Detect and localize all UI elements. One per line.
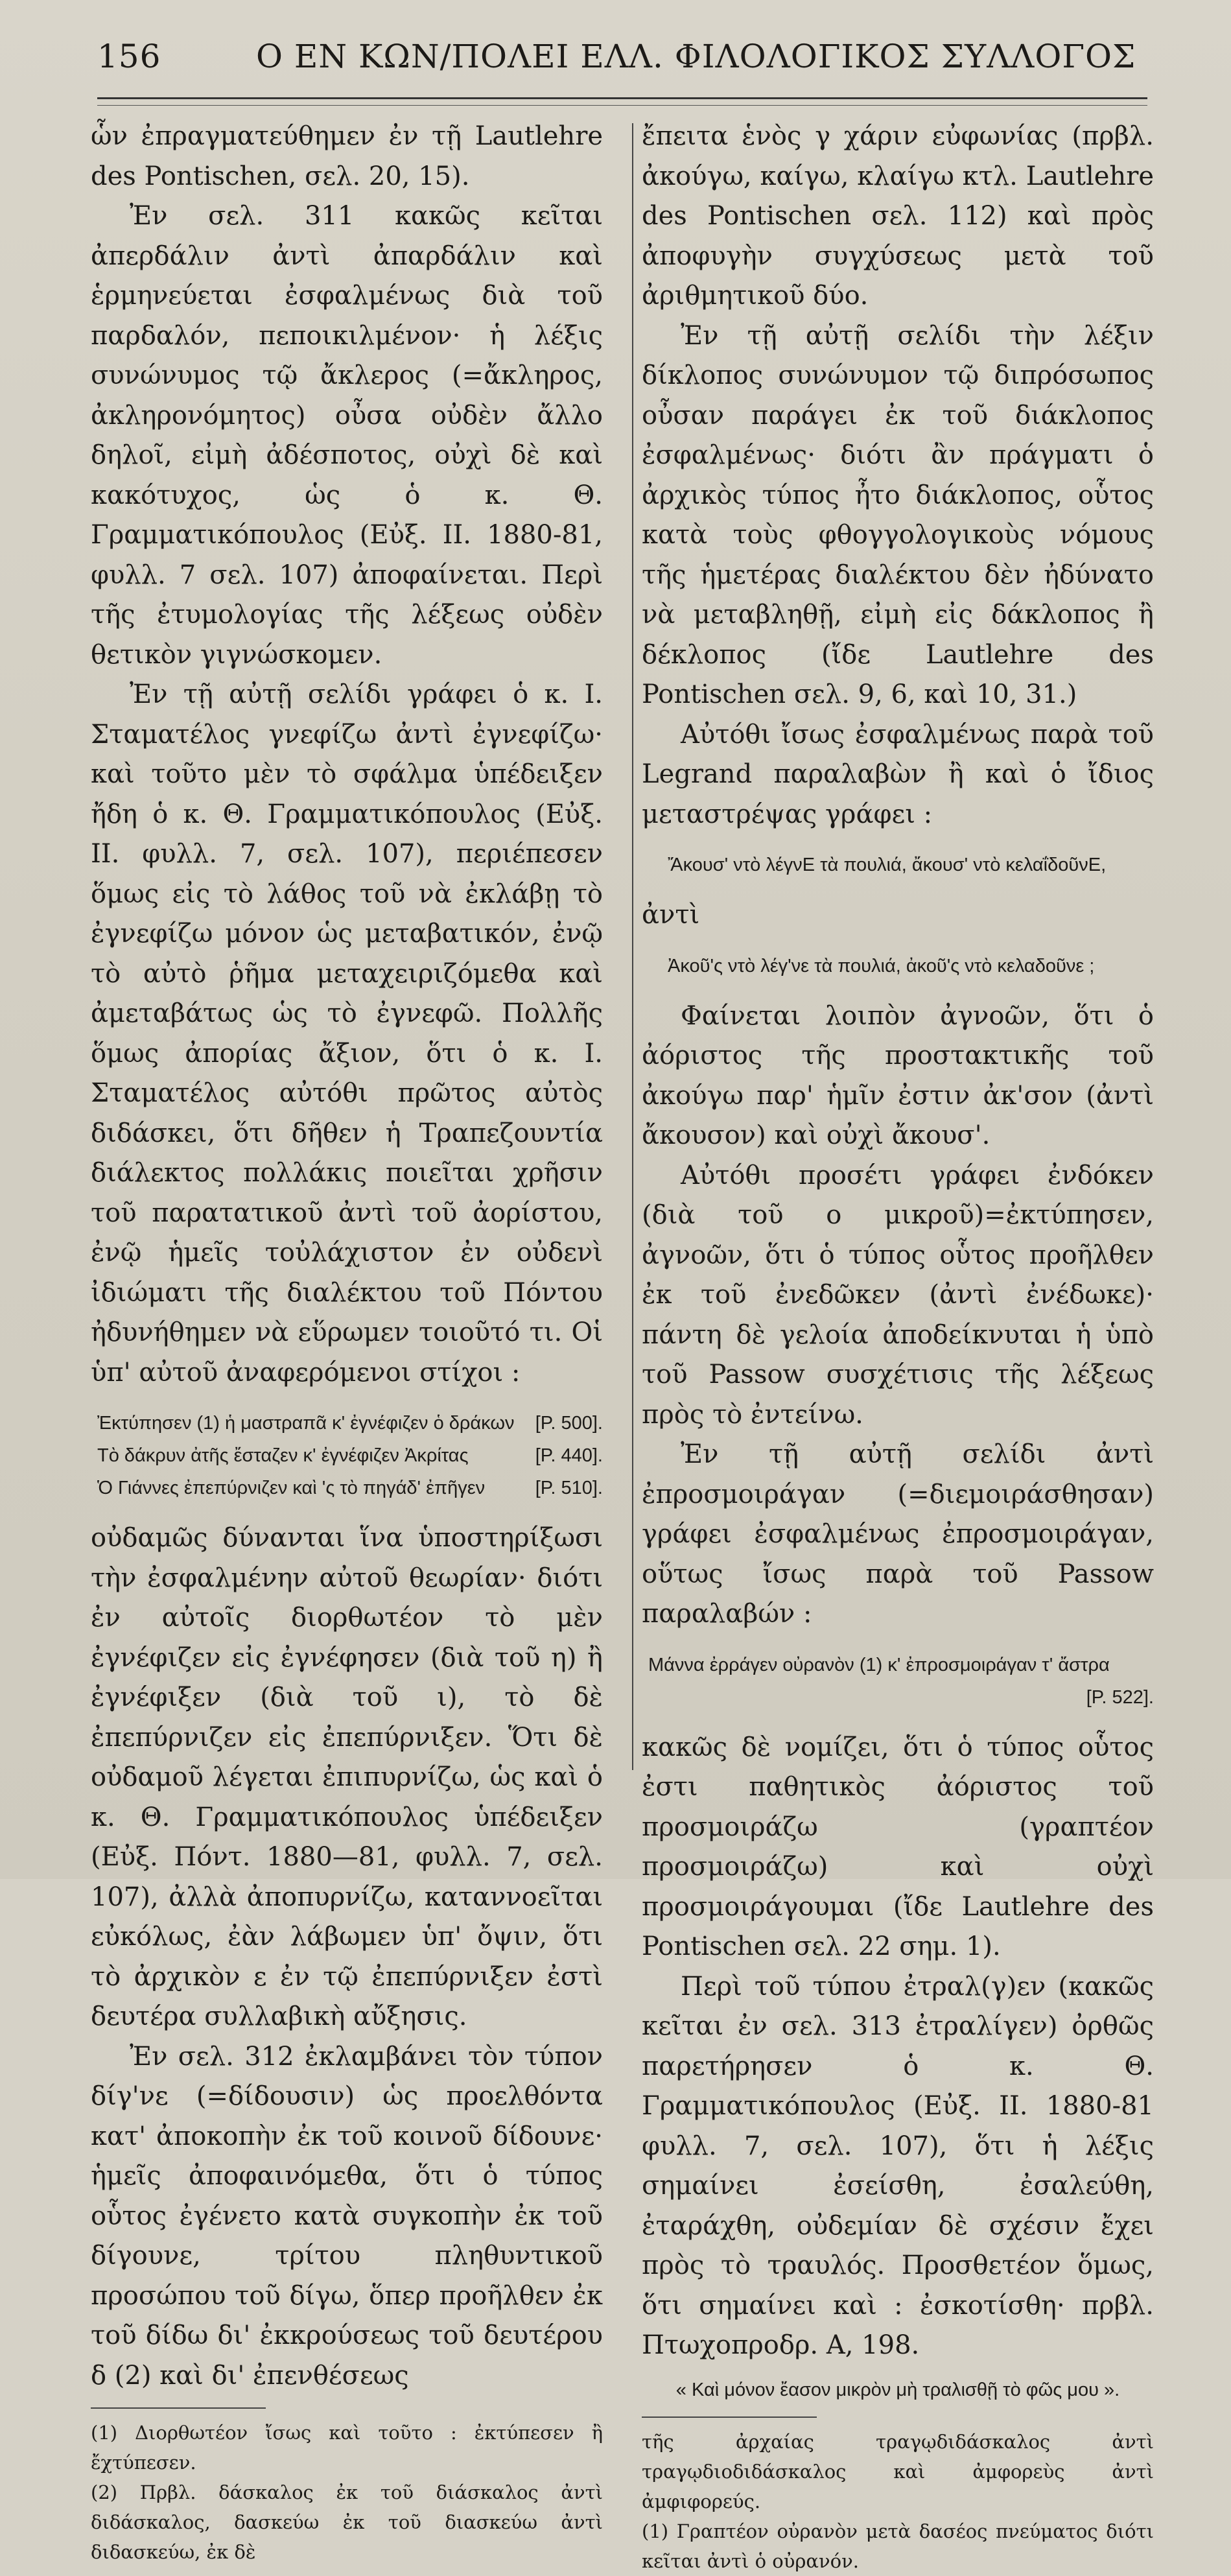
paragraph: Ἐν σελ. 311 κακῶς κεῖται ἀπερδάλιν ἀντὶ ἀπαρδάλιν καὶ ἑρμηνεύεται ἐσφαλμένως διὰ τοῦ παρδαλόν, πεποικιλμένον· ἡ λέξις συνώνυμος τῷ ἄκλερος (=ἄκληρος, ἀκληρονόμητος) οὖσα οὐδὲν ἄλλο δηλοῖ, εἰμὴ ἀδέσποτος, οὐχὶ δὲ καὶ κακότυχος, ὡς ὁ κ. Θ. Γραμματικόπουλος (Εὐξ. ΙΙ. 1880-81, φυλλ. 7 σελ. 107) ἀποφαίνεται. Περὶ τῆς ἐτυμολογίας τῆς λέξεως οὐδὲν θετικὸν γιγνώσκομεν. [91, 201, 603, 670]
verse-ref: [P. 440]. [535, 1445, 603, 1466]
paragraph: Ἐν σελ. 312 ἐκλαμβάνει τὸν τύπον δίγ'νε (=δίδουσιν) ὡς προελθόντα κατ' ἀποκοπὴν ἐκ τοῦ κοινοῦ δίδουνε· ἡμεῖς ἀποφαινόμεθα, ὅτι ὁ τύπος οὗτος ἐγένετο κατὰ συγκοπὴν ἐκ τοῦ δίγουνε, τρίτου πληθυντικοῦ προσώπου τοῦ δίγω, ὅπερ προῆλθεν ἐκ τοῦ δίδω δι' ἐκκρούσεως τοῦ δευτέρου δ (2) καὶ δι' ἐπενθέσεως [91, 2041, 603, 2391]
verse-ref: [P. 510]. [535, 1478, 603, 1498]
footnote-rule [642, 2416, 817, 2418]
running-head [97, 38, 1160, 89]
paragraph: οὐδαμῶς δύνανται ἵνα ὑποστηρίξωσι τὴν ἐσφαλμένην αὐτοῦ θεωρίαν· διότι ἐν αὐτοῖς διορθωτέον τὸ μὲν ἐγνέφιζεν εἰς ἐγνέφησεν (διὰ τοῦ η) ἢ ἐγνέφιξεν (διὰ τοῦ ι), τὸ δὲ ἐπεπύρνιζεν εἰς ἐπεπύρνιξεν. Ὅτι δὲ οὐδαμοῦ λέγεται ἐπιπυρνίζω, ὡς καὶ ὁ κ. Θ. Γραμματικόπουλος ὑπέδειξεν (Εὐξ. Πόντ. 1880—81, φυλλ. 7, σελ. 107), ἀλλὰ ἀποπυρνίζω, καταννοεῖται εὐκόλως, ἐὰν λάβωμεν ὑπ' ὄψιν, ὅτι τὸ ἀρχικὸν ε ἐν τῷ ἐπεπύρνιξεν ἐστὶ δευτέρα συλλαβικὴ αὔξησις. [91, 1523, 603, 2031]
verse-block [648, 1649, 1154, 1714]
verse-line [97, 1472, 603, 1504]
verse-text: Τὸ δάκρυν ἀτῆς ἔσταζεν κ' ἐγνέφιζεν Ἀκρίτας [97, 1445, 469, 1466]
paragraph: ἔπειτα ἑνὸς γ χάριν εὐφωνίας (πρβλ. ἀκούγω, καίγω, κλαίγω κτλ. Lautlehre des Pontischen σελ. 112) καὶ πρὸς ἀποφυγὴν συγχύσεως μετὰ τοῦ ἀριθμητικοῦ δύο. [642, 121, 1154, 311]
verse-line [97, 1407, 603, 1439]
verse-line [97, 1439, 603, 1472]
verse-line: Ἀκοῦ'ς ντὸ λέγ'νε τὰ πουλιά, ἀκοῦ'ς ντὸ κελαδοῦνε ; [668, 955, 1095, 976]
page-number: 156 [97, 38, 161, 75]
paragraph: Ἐν τῇ αὐτῇ σελίδι ἀντὶ ἐπροσμοιράγαν (=διεμοιράσθησαν) γράφει ἐσφαλμένως ἐπροσμοιράγαν, οὕτως ἴσως παρὰ τοῦ Passow παραλαβών : [642, 1439, 1154, 1629]
verse-connector: ἀντὶ [642, 900, 700, 930]
verse-line: Ἄκουσ' ντὸ λέγνΕ τὰ πουλιά, ἄκουσ' ντὸ κελαΐδοῦνΕ, [668, 855, 1107, 875]
verse-ref: [P. 500]. [535, 1413, 603, 1434]
paragraph: κακῶς δὲ νομίζει, ὅτι ὁ τύπος οὗτος ἐστι παθητικὸς ἀόριστος τοῦ προσμοιράζω (γραπτέον προσμοιράζω) καὶ οὐχὶ προσμοιράγουμαι (ἴδε Lautlehre des Pontischen σελ. 22 σημ. 1). [642, 1732, 1154, 1961]
paragraph: Αὐτόθι προσέτι γράφει ἐνδόκεν (διὰ τοῦ ο μικροῦ)=ἐκτύπησεν, ἀγνοῶν, ὅτι ὁ τύπος οὗτος προῆλθεν ἐκ τοῦ ἐνεδῶκεν (ἀντὶ ἐνέδωκε)· πάντη δὲ γελοία ἀποδείκνυται ἡ ὑπὸ τοῦ Passow συσχέτισις τῆς λέξεως πρὸς τὸ ἐντείνω. [642, 1160, 1154, 1430]
journal-title: Ο ΕΝ ΚΩΝ/ΠΟΛΕΙ ΕΛΛ. ΦΙΛΟΛΟΓΙΚΟΣ ΣΥΛΛΟΓΟΣ [256, 38, 1136, 75]
verse-block [97, 1407, 603, 1504]
verse-text: Ὁ Γιάννες ἐπεπύρνιζεν καὶ 'ς τὸ πηγάδ' ἐπῆγεν [97, 1478, 486, 1498]
paragraph: Ἐν τῇ αὐτῇ σελίδι γράφει ὁ κ. Ι. Σταματέλος γνεφίζω ἀντὶ ἐγνεφίζω· καὶ τοῦτο μὲν τὸ σφάλμα ὑπέδειξεν ἤδη ὁ κ. Θ. Γραμματικόπουλος (Εὐξ. ΙΙ. φυλλ. 7, σελ. 107), περιέπεσεν ὅμως εἰς τὸ λάθος τοῦ νὰ ἐκλάβῃ τὸ ἐγνεφίζω μόνον ὡς μεταβατικόν, ἐνῷ τὸ αὐτὸ ῥῆμα μεταχειριζόμεθα καὶ ἀμεταβάτως ὡς τὸ ἐγνεφῶ. Πολλῆς ὅμως ἀπορίας ἄξιον, ὅτι ὁ κ. Ι. Σταματέλος αὐτόθι πρῶτος αὐτὸς διδάσκει, ὅτι δῆθεν ἡ Τραπεζουντία διάλεκτος πολλάκις ποιεῖται χρῆσιν τοῦ παρατατικοῦ ἀντὶ τοῦ ἀορίστου, ἐνῷ ἡμεῖς τοὐλάχιστον ἐν οὐδενὶ ἰδιώματι τῆς διαλέκτου τοῦ Πόντου ἠδυνήθημεν νὰ εὕρωμεν τοιοῦτό τι. Οἱ ὑπ' αὐτοῦ ἀναφερόμενοι στίχοι : [91, 679, 603, 1388]
left-column [91, 117, 603, 2567]
column-divider [632, 123, 633, 1770]
footnote-rule [91, 2407, 266, 2409]
footnote: (1) Διορθωτέον ἴσως καὶ τοῦτο : ἐκτύπεσεν ἢ ἔχτύπεσεν. [91, 2422, 603, 2474]
footnote: (2) Πρβλ. δάσκαλος ἐκ τοῦ διάσκαλος ἀντὶ διδάσκαλος, δασκεύω ἐκ τοῦ διασκεύω ἀντὶ διδασκεύω, ἐκ δὲ [91, 2481, 603, 2563]
header-rule-thin [97, 105, 1147, 106]
right-column [642, 117, 1154, 2576]
paragraph: Ἐν τῇ αὐτῇ σελίδι τὴν λέξιν δίκλοπος συνώνυμον τῷ διπρόσωπος οὖσαν παράγει ἐκ τοῦ διάκλοπος ἐσφαλμένως· διότι ἂν πράγματι ὁ ἀρχικὸς τύπος ἦτο διάκλοπος, οὗτος κατὰ τοὺς φθογγολογικοὺς νόμους τῆς ἡμετέρας διαλέκτου δὲν ἠδύνατο νὰ μεταβληθῇ, εἰμὴ εἰς δάκλοπος ἢ δέκλοπος (ἴδε Lautlehre des Pontischen σελ. 9, 6, καὶ 10, 31.) [642, 320, 1154, 709]
quotation: « Καὶ μόνον ἔασον μικρὸν μὴ τραλισθῇ τὸ φῶς μου ». [675, 2379, 1120, 2400]
verse-text: Ἐκτύπησεν (1) ἡ μαστραπᾶ κ' ἐγνέφιζεν ὁ δράκων [97, 1413, 515, 1434]
footnote: (1) Γραπτέον οὐρανὸν μετὰ δασέος πνεύματος διότι κεῖται ἀντὶ ὁ οὐρανόν. [642, 2520, 1154, 2572]
paragraph: ὧν ἐπραγματεύθημεν ἐν τῇ Lautlehre des Pontischen, σελ. 20, 15). [91, 121, 603, 191]
paragraph: Αὐτόθι ἴσως ἐσφαλμένως παρὰ τοῦ Legrand παραλαβὼν ἢ καὶ ὁ ἴδιος μεταστρέψας γράφει : [642, 719, 1154, 829]
verse-text: Μάννα ἐρράγεν οὐρανὸν (1) κ' ἐπροσμοιράγαν τ' ἄστρα [648, 1654, 1110, 1675]
paragraph: Φαίνεται λοιπὸν ἀγνοῶν, ὅτι ὁ ἀόριστος τῆς προστακτικῆς τοῦ ἀκούγω παρ' ἡμῖν ἐστιν ἀκ'σον (ἀντὶ ἄκουσον) καὶ οὐχὶ ἄκουσ'. [642, 1000, 1154, 1150]
paragraph: Περὶ τοῦ τύπου ἐτραλ(γ)εν (κακῶς κεῖται ἐν σελ. 313 ἐτραλίγεν) ὀρθῶς παρετήρησεν ὁ κ. Θ. Γραμματικόπουλος (Εὐξ. ΙΙ. 1880-81 φυλλ. 7, σελ. 107), ὅτι ἡ λέξις σημαίνει ἐσείσθη, ἐσαλεύθη, ἐταράχθη, οὐδεμίαν δὲ σχέσιν ἔχει πρὸς τὸ τραυλός. Προσθετέον ὅμως, ὅτι σημαίνει καὶ : ἐσκοτίσθη· πρβλ. Πτωχοπροδρ. Α, 198. [642, 1971, 1154, 2360]
footnote: τῆς ἀρχαίας τραγῳδιδάσκαλος ἀντὶ τραγῳδιοδιδάσκαλος καὶ ἀμφορεὺς ἀντὶ ἀμφιφορεύς. [642, 2430, 1154, 2512]
verse-ref: [P. 522]. [1086, 1686, 1154, 1708]
header-rule [97, 97, 1147, 99]
